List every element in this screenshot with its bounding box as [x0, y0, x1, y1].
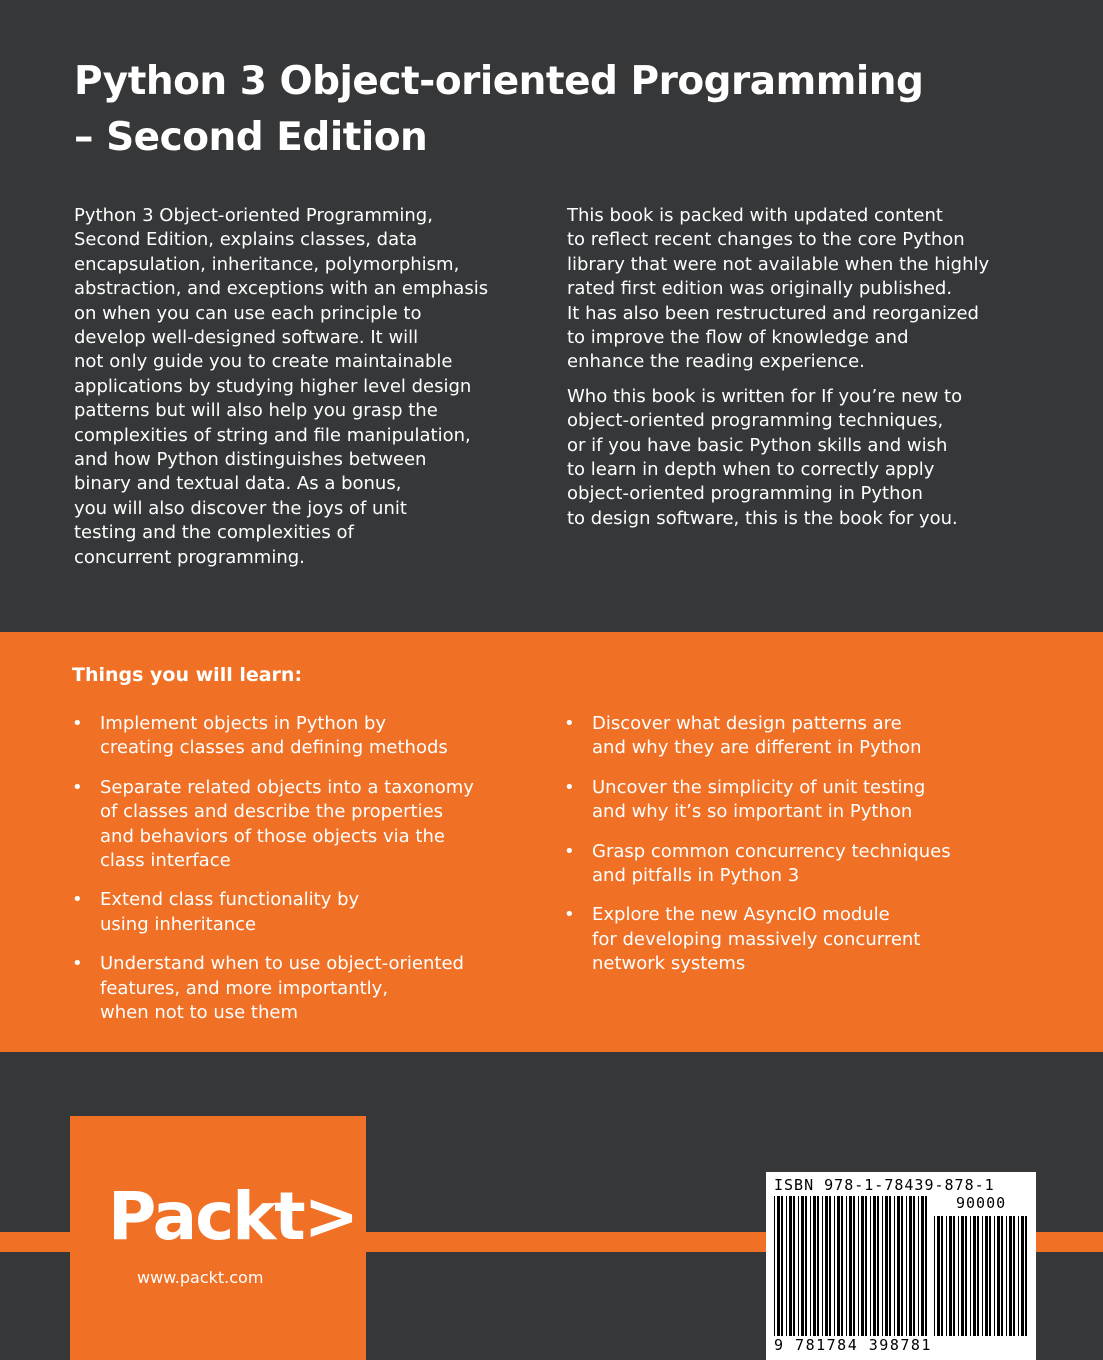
barcode-bar: [913, 1196, 915, 1336]
text-line: Explore the new AsyncIO module: [592, 904, 890, 926]
barcode-bar: [789, 1196, 792, 1336]
bullet-icon: •: [72, 776, 83, 798]
barcode-bar: [925, 1196, 927, 1336]
barcode-bar: [965, 1216, 967, 1336]
barcode-bar: [853, 1196, 855, 1336]
barcode-bar: [877, 1196, 879, 1336]
text-line: you will also discover the joys of unit: [74, 497, 407, 519]
list-item: [72, 888, 542, 937]
text-line: and why they are different in Python: [592, 737, 922, 759]
text-line: rated first edition was originally published.: [567, 278, 953, 300]
barcode-bar: [822, 1196, 823, 1336]
barcode-bar: [781, 1196, 783, 1336]
text-line: object-oriented programming techniques,: [567, 410, 944, 432]
text-line: on when you can use each principle to: [74, 302, 422, 324]
barcode-bar: [946, 1216, 947, 1336]
list-item: [564, 776, 1034, 825]
barcode-bar: [849, 1196, 852, 1336]
barcode-bar: [973, 1216, 976, 1336]
barcode-bar: [897, 1196, 900, 1336]
barcode-bar: [949, 1216, 952, 1336]
barcode-addon-bars: [934, 1216, 1028, 1336]
book-title-line-1: Python 3 Object-oriented Programming: [74, 59, 924, 104]
text-line: Understand when to use object-oriented: [100, 953, 464, 975]
bullet-icon: •: [564, 776, 575, 798]
text-line: complexities of string and file manipulation,: [74, 424, 471, 446]
bullet-icon: •: [72, 889, 83, 911]
text-line: Python 3 Object-oriented Programming,: [74, 205, 433, 226]
barcode-bar: [989, 1216, 991, 1336]
text-line: to reflect recent changes to the core Python: [567, 229, 965, 251]
list-item: [564, 712, 1034, 761]
text-line: network systems: [592, 953, 746, 975]
barcode-bar: [921, 1196, 924, 1336]
barcode-bar: [813, 1196, 816, 1336]
barcode-bar: [793, 1196, 795, 1336]
text-line: Implement objects in Python by: [100, 713, 387, 734]
text-line: to improve the flow of knowledge and: [567, 327, 909, 349]
barcode-bar: [1025, 1216, 1027, 1336]
barcode-bar: [861, 1196, 864, 1336]
barcode-bar: [977, 1216, 979, 1336]
barcode-bars: [774, 1196, 930, 1336]
barcode-bar: [997, 1216, 1000, 1336]
barcode-bar: [870, 1196, 871, 1336]
text-line: class interface: [100, 850, 231, 872]
barcode-bar: [810, 1196, 811, 1336]
text-line: library that were not available when the highly: [567, 253, 990, 275]
text-line: develop well-designed software. It will: [74, 327, 419, 349]
barcode-bar: [1021, 1216, 1024, 1336]
isbn-text: ISBN 978-1-78439-878-1: [774, 1176, 995, 1194]
barcode-bar: [829, 1196, 831, 1336]
learn-heading: Things you will learn:: [72, 664, 303, 686]
description-right-paragraph-1: [567, 204, 1047, 375]
barcode-bar: [777, 1196, 780, 1336]
barcode-bar: [817, 1196, 819, 1336]
barcode-bar: [889, 1196, 891, 1336]
barcode-bar: [970, 1216, 971, 1336]
text-line: and pitfalls in Python 3: [592, 865, 800, 887]
book-title-line-2: – Second Edition: [74, 115, 428, 160]
text-line: for developing massively concurrent: [592, 928, 921, 950]
barcode-bar: [786, 1196, 787, 1336]
text-line: Separate related objects into a taxonomy: [100, 776, 474, 798]
packt-logo: Packt>: [108, 1178, 358, 1255]
barcode-bar: [1006, 1216, 1007, 1336]
text-line: features, and more importantly,: [100, 977, 389, 999]
text-line: using inheritance: [100, 913, 257, 935]
text-line: This book is packed with updated content: [567, 205, 943, 226]
learn-list-left: [72, 712, 542, 1040]
description-right-paragraph-2: [567, 385, 1047, 531]
list-item: [72, 952, 542, 1025]
text-line: binary and textual data. As a bonus,: [74, 473, 402, 495]
bullet-icon: •: [564, 713, 575, 734]
list-item: [564, 840, 1034, 889]
text-line: to design software, this is the book for you.: [567, 507, 958, 529]
bullet-icon: •: [72, 713, 83, 734]
bullet-icon: •: [72, 953, 83, 975]
text-line: or if you have basic Python skills and wish: [567, 434, 948, 456]
barcode-bar: [774, 1196, 775, 1336]
barcode-bar: [837, 1196, 840, 1336]
barcode-bar: [958, 1216, 959, 1336]
barcode-addon-number: 90000: [956, 1194, 1007, 1212]
barcode-bar: [885, 1196, 888, 1336]
barcode-bar: [858, 1196, 859, 1336]
text-line: encapsulation, inheritance, polymorphism,: [74, 253, 460, 275]
barcode-bar: [934, 1216, 935, 1336]
text-line: creating classes and defining methods: [100, 737, 448, 759]
barcode-bar: [918, 1196, 919, 1336]
barcode-bar: [982, 1216, 983, 1336]
barcode-bar: [941, 1216, 943, 1336]
text-line: not only guide you to create maintainable: [74, 351, 453, 373]
text-line: and behaviors of those objects via the: [100, 825, 445, 847]
learn-list-right: [564, 712, 1034, 992]
barcode-bar: [873, 1196, 876, 1336]
barcode-bar: [961, 1216, 964, 1336]
text-line: Extend class functionality by: [100, 889, 360, 911]
barcode-bar: [801, 1196, 804, 1336]
text-line: concurrent programming.: [74, 546, 305, 568]
text-line: and how Python distinguishes between: [74, 449, 427, 471]
barcode-bar: [1018, 1216, 1019, 1336]
barcode-bar: [894, 1196, 895, 1336]
barcode-bar: [937, 1216, 940, 1336]
text-line: It has also been restructured and reorganized: [567, 302, 979, 324]
list-item: [72, 712, 542, 761]
text-line: Discover what design patterns are: [592, 713, 902, 734]
description-left: [74, 204, 544, 580]
description-left-paragraph: [74, 204, 544, 570]
text-line: and why it’s so important in Python: [592, 801, 913, 823]
text-line: Uncover the simplicity of unit testing: [592, 776, 926, 798]
publisher-url: www.packt.com: [137, 1268, 264, 1287]
barcode-bar: [953, 1216, 955, 1336]
ean-number: 9 781784 398781: [774, 1336, 932, 1354]
book-title: [74, 54, 1054, 166]
barcode-bar: [846, 1196, 847, 1336]
list-item: [564, 903, 1034, 976]
barcode-box: [766, 1172, 1036, 1360]
barcode-bar: [805, 1196, 807, 1336]
barcode-bar: [798, 1196, 799, 1336]
bullet-icon: •: [564, 840, 575, 862]
text-line: testing and the complexities of: [74, 522, 354, 544]
bullet-icon: •: [564, 904, 575, 926]
barcode-bar: [1013, 1216, 1015, 1336]
barcode-bar: [985, 1216, 988, 1336]
text-line: enhance the reading experience.: [567, 351, 865, 373]
text-line: when not to use them: [100, 1002, 298, 1024]
barcode-bar: [834, 1196, 835, 1336]
text-line: object-oriented programming in Python: [567, 483, 923, 505]
barcode-bar: [909, 1196, 912, 1336]
barcode-bar: [906, 1196, 907, 1336]
barcode-bar: [901, 1196, 903, 1336]
barcode-bar: [1009, 1216, 1012, 1336]
text-line: to learn in depth when to correctly apply: [567, 459, 935, 481]
barcode-bar: [825, 1196, 828, 1336]
text-line: applications by studying higher level design: [74, 375, 472, 397]
barcode-bar: [841, 1196, 843, 1336]
text-line: abstraction, and exceptions with an emphasis: [74, 278, 489, 300]
text-line: patterns but will also help you grasp the: [74, 400, 438, 422]
barcode-bar: [865, 1196, 867, 1336]
list-item: [72, 776, 542, 874]
barcode-bar: [1001, 1216, 1003, 1336]
barcode-bar: [994, 1216, 995, 1336]
text-line: Second Edition, explains classes, data: [74, 229, 418, 251]
text-line: Grasp common concurrency techniques: [592, 840, 951, 862]
text-line: Who this book is written for If you’re new to: [567, 385, 963, 407]
barcode-bar: [882, 1196, 883, 1336]
description-right: [567, 204, 1047, 541]
text-line: of classes and describe the properties: [100, 801, 444, 823]
